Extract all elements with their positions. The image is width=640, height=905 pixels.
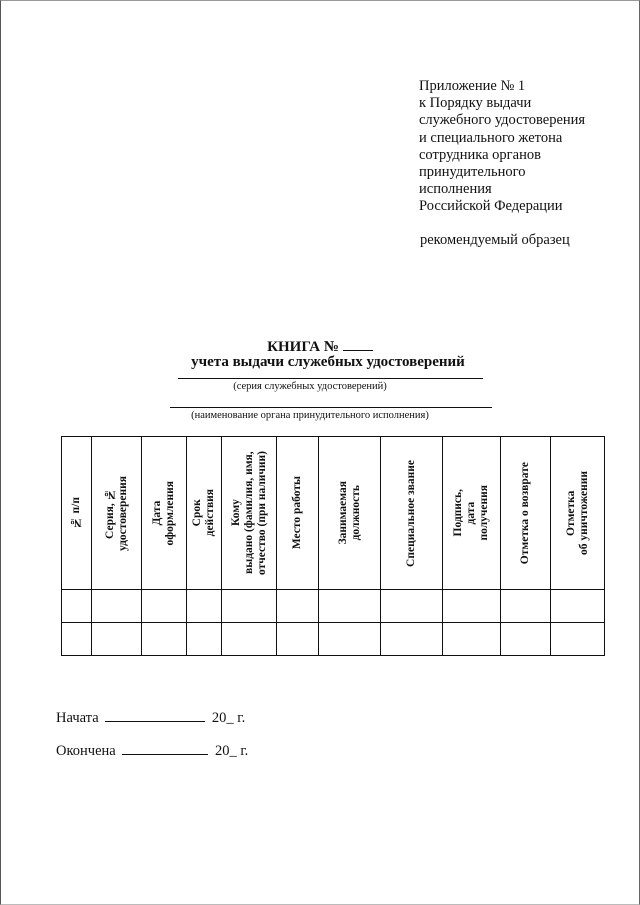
table-cell[interactable] [142,623,187,656]
table-cell[interactable] [62,623,92,656]
authority-fill-line[interactable] [170,407,492,408]
appendix-block [419,78,629,216]
column-header-line: Серия, № [103,487,116,539]
column-header-text [151,481,177,546]
column-header [551,437,605,590]
column-header-text [452,485,491,541]
book-title-text: КНИГА № [267,339,339,355]
start-year: 20_ г. [211,710,246,726]
column-header-text [230,451,269,575]
column-header-text [337,481,363,544]
column-header-line: Отметка о возврате [519,461,531,565]
column-header-line: удостоверения [116,475,129,551]
table-cell[interactable] [222,623,277,656]
start-date-blank[interactable] [105,709,205,722]
series-fill-line[interactable] [178,378,483,379]
table-row [62,590,605,623]
column-header-line: Подпись, [452,489,464,537]
appendix-line: служебного удостоверения [419,112,586,129]
book-number-blank[interactable] [343,338,373,351]
table-cell[interactable] [319,623,381,656]
column-header-line: должность [349,485,362,541]
appendix-line: принудительного [419,164,526,181]
appendix-line: исполнения [419,181,492,198]
column-header-text [191,489,217,536]
end-year: 20_ г. [214,743,249,759]
column-header-line: № п/п [70,497,82,529]
column-header [443,437,501,590]
start-date-line [56,709,245,727]
appendix-line: и специального жетона [419,129,563,146]
table-cell[interactable] [277,590,319,623]
table-header-row [62,437,605,590]
column-header-line: Специальное звание [405,459,417,567]
column-header [92,437,142,590]
table-cell[interactable] [551,623,605,656]
column-header [501,437,551,590]
table-cell[interactable] [443,623,501,656]
book-subtitle: учета выдачи служебных удостоверений [191,354,465,370]
column-header [319,437,381,590]
table-cell[interactable] [62,590,92,623]
start-label: Начата [56,710,99,726]
recommended-sample-label: рекомендуемый образец [420,232,570,248]
table-cell[interactable] [277,623,319,656]
column-header-line: получения [478,485,490,541]
column-header-text [405,460,418,567]
table-cell[interactable] [187,590,222,623]
column-header-line: выдано (фамилия, имя, [242,451,255,575]
column-header [62,437,92,590]
table-cell[interactable] [319,590,381,623]
table-cell[interactable] [142,590,187,623]
column-header-line: Кому [229,499,242,527]
table-cell[interactable] [443,590,501,623]
column-header-text [104,476,130,551]
column-header [222,437,277,590]
table-cell[interactable] [187,623,222,656]
table-row [62,623,605,656]
table-cell[interactable] [381,590,443,623]
column-header-line: действия [204,489,216,537]
column-header-line: Срок [191,499,203,527]
register-table [61,436,605,656]
end-label: Окончена [56,743,116,759]
column-header-line: дата [465,501,477,525]
column-header-line: Отметка [564,490,577,536]
column-header-line: отчество (при наличии) [255,451,268,575]
column-header [277,437,319,590]
table-cell[interactable] [381,623,443,656]
column-header-line: Дата [151,500,163,526]
appendix-line: Российской Федерации [419,198,563,215]
column-header-line: Занимаемая [336,481,349,545]
column-header [187,437,222,590]
appendix-line: к Порядку выдачи [419,95,532,112]
end-date-blank[interactable] [122,742,208,755]
column-header-text [519,462,532,564]
appendix-line: сотрудника органов [419,146,541,163]
column-header-text [565,471,591,555]
column-header-line: Место работы [291,476,303,550]
column-header [142,437,187,590]
table-cell[interactable] [501,623,551,656]
table-cell[interactable] [551,590,605,623]
table-cell[interactable] [92,590,142,623]
authority-caption: (наименование органа принудительного исполнения) [191,410,429,421]
column-header-text [70,497,83,528]
column-header-line: об уничтожении [577,471,590,555]
appendix-line: Приложение № 1 [419,78,526,94]
column-header-text [291,476,304,549]
table-cell[interactable] [501,590,551,623]
table-cell[interactable] [222,590,277,623]
end-date-line [56,742,248,760]
column-header [381,437,443,590]
table-cell[interactable] [92,623,142,656]
column-header-line: оформления [164,480,176,546]
series-caption: (серия служебных удостоверений) [233,381,387,392]
